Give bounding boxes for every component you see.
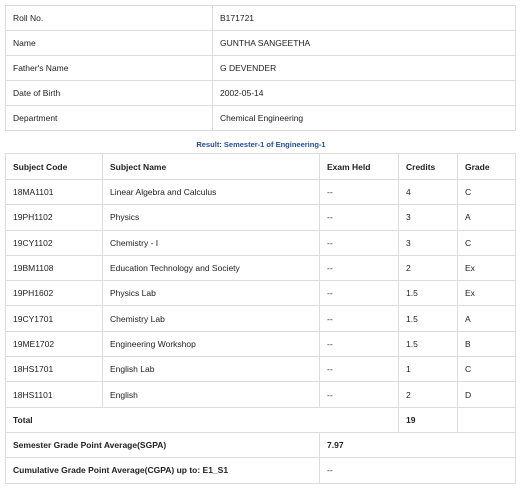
exam-held: -- xyxy=(320,357,399,382)
subject-name: Chemistry - I xyxy=(103,230,320,255)
subject-name: Education Technology and Society xyxy=(103,255,320,280)
student-info-table xyxy=(5,5,516,131)
table-row xyxy=(6,230,516,255)
exam-held: -- xyxy=(320,306,399,331)
grades-header-row xyxy=(6,154,516,180)
header-subject-name: Subject Name xyxy=(103,154,320,180)
cgpa-value: -- xyxy=(320,458,516,483)
header-grade: Grade xyxy=(458,154,516,180)
credits: 1.5 xyxy=(399,306,458,331)
total-grade-empty xyxy=(458,407,516,432)
table-row xyxy=(6,255,516,280)
exam-held: -- xyxy=(320,382,399,407)
name-row xyxy=(6,31,516,56)
subject-code: 19ME1702 xyxy=(6,331,103,356)
credits: 3 xyxy=(399,205,458,230)
credits: 2 xyxy=(399,255,458,280)
subject-name: Chemistry Lab xyxy=(103,306,320,331)
sgpa-value: 7.97 xyxy=(320,432,516,457)
grade: C xyxy=(458,180,516,205)
table-row xyxy=(6,382,516,407)
roll-value: B171721 xyxy=(213,6,516,31)
subject-name: Physics xyxy=(103,205,320,230)
exam-held: -- xyxy=(320,255,399,280)
dob-row xyxy=(6,81,516,106)
total-label: Total xyxy=(6,407,399,432)
grades-table xyxy=(5,153,516,484)
subject-name: English Lab xyxy=(103,357,320,382)
result-title: Result: Semester-1 of Engineering-1 xyxy=(196,140,326,149)
exam-held: -- xyxy=(320,230,399,255)
subject-name: Engineering Workshop xyxy=(103,331,320,356)
exam-held: -- xyxy=(320,180,399,205)
total-row xyxy=(6,407,516,432)
grade: Ex xyxy=(458,281,516,306)
exam-held: -- xyxy=(320,205,399,230)
credits: 3 xyxy=(399,230,458,255)
total-credits: 19 xyxy=(399,407,458,432)
subject-code: 19CY1102 xyxy=(6,230,103,255)
table-row xyxy=(6,281,516,306)
father-value: G DEVENDER xyxy=(213,56,516,81)
subject-code: 19BM1108 xyxy=(6,255,103,280)
table-row xyxy=(6,205,516,230)
grade: C xyxy=(458,230,516,255)
subject-name: Linear Algebra and Calculus xyxy=(103,180,320,205)
subject-name: Physics Lab xyxy=(103,281,320,306)
grade: A xyxy=(458,306,516,331)
sgpa-label: Semester Grade Point Average(SGPA) xyxy=(6,432,320,457)
subject-code: 19PH1602 xyxy=(6,281,103,306)
grade: Ex xyxy=(458,255,516,280)
name-value: GUNTHA SANGEETHA xyxy=(213,31,516,56)
grade: C xyxy=(458,357,516,382)
father-label: Father's Name xyxy=(6,56,213,81)
subject-code: 18MA1101 xyxy=(6,180,103,205)
roll-row xyxy=(6,6,516,31)
dob-label: Date of Birth xyxy=(6,81,213,106)
grade: B xyxy=(458,331,516,356)
table-row xyxy=(6,180,516,205)
header-exam-held: Exam Held xyxy=(320,154,399,180)
department-row xyxy=(6,106,516,131)
grade: A xyxy=(458,205,516,230)
department-label: Department xyxy=(6,106,213,131)
department-value: Chemical Engineering xyxy=(213,106,516,131)
subject-code: 19PH1102 xyxy=(6,205,103,230)
credits: 1.5 xyxy=(399,281,458,306)
subject-code: 18HS1701 xyxy=(6,357,103,382)
exam-held: -- xyxy=(320,331,399,356)
table-row xyxy=(6,357,516,382)
credits: 4 xyxy=(399,180,458,205)
name-label: Name xyxy=(6,31,213,56)
sgpa-row xyxy=(6,432,516,457)
credits: 1 xyxy=(399,357,458,382)
table-row xyxy=(6,331,516,356)
cgpa-row xyxy=(6,458,516,483)
header-subject-code: Subject Code xyxy=(6,154,103,180)
subject-code: 18HS1101 xyxy=(6,382,103,407)
dob-value: 2002-05-14 xyxy=(213,81,516,106)
cgpa-label: Cumulative Grade Point Average(CGPA) up to: E1_S1 xyxy=(6,458,320,483)
credits: 1.5 xyxy=(399,331,458,356)
father-row xyxy=(6,56,516,81)
roll-label: Roll No. xyxy=(6,6,213,31)
header-credits: Credits xyxy=(399,154,458,180)
exam-held: -- xyxy=(320,281,399,306)
subject-name: English xyxy=(103,382,320,407)
grade: D xyxy=(458,382,516,407)
credits: 2 xyxy=(399,382,458,407)
subject-code: 19CY1701 xyxy=(6,306,103,331)
table-row xyxy=(6,306,516,331)
